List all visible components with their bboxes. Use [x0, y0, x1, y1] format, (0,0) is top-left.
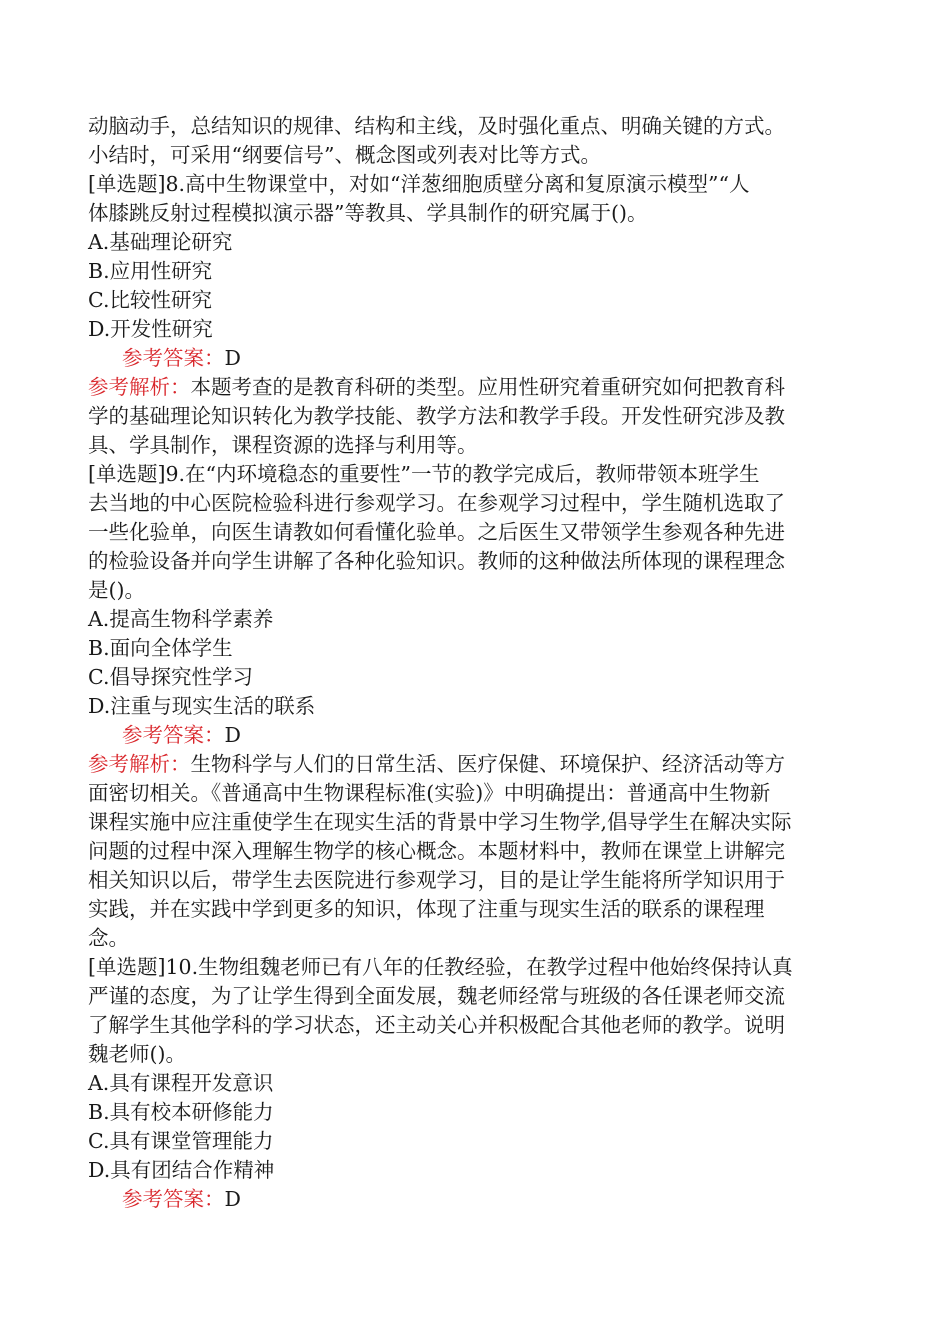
answer-label: 参考答案：: [122, 346, 225, 370]
question-stem-line: [单选题]8.高中生物课堂中，对如“洋葱细胞质壁分离和复原演示模型”“人: [88, 172, 750, 196]
analysis-line: 实践，并在实践中学到更多的知识，体现了注重与现实生活的联系的课程理: [88, 897, 765, 921]
intro-paragraph: [88, 112, 863, 170]
answer-value: D: [224, 723, 241, 747]
question-stem-line: [单选题]10.生物组魏老师已有八年的任教经验，在教学过程中他始终保持认真: [88, 955, 793, 979]
answer-label: 参考答案：: [122, 723, 225, 747]
intro-line: 动脑动手，总结知识的规律、结构和主线，及时强化重点、明确关键的方式。: [88, 114, 785, 138]
analysis-line: 面密切相关。《普通高中生物课程标准(实验)》中明确提出：普通高中生物新: [88, 781, 771, 805]
analysis-line: [88, 373, 863, 402]
answer-row: [88, 1185, 863, 1214]
answer-row: [88, 344, 863, 373]
question-stem-line: 一些化验单，向医生请教如何看懂化验单。之后医生又带领学生参观各种先进: [88, 520, 785, 544]
option-d: D.具有团结合作精神: [88, 1158, 275, 1182]
analysis-line: 念。: [88, 926, 129, 950]
question-10: [88, 953, 863, 1214]
analysis-line: 相关知识以后，带学生去医院进行参观学习，目的是让学生能将所学知识用于: [88, 868, 785, 892]
document-page: [88, 112, 863, 1214]
analysis-label: 参考解析：: [88, 375, 191, 399]
question-stem-line: 是()。: [88, 578, 145, 602]
analysis-line: 学的基础理论知识转化为教学技能、教学方法和教学手段。开发性研究涉及教: [88, 404, 785, 428]
option-b: B.面向全体学生: [88, 636, 233, 660]
intro-line: 小结时，可采用“纲要信号”、概念图或列表对比等方式。: [88, 143, 601, 167]
analysis-line: [88, 750, 863, 779]
question-stem-line: 魏老师()。: [88, 1042, 186, 1066]
answer-value: D: [224, 346, 241, 370]
option-b: B.应用性研究: [88, 259, 213, 283]
analysis-line: 具、学具制作，课程资源的选择与利用等。: [88, 433, 478, 457]
analysis-text: 本题考查的是教育科研的类型。应用性研究着重研究如何把教育科: [190, 375, 785, 399]
analysis-text: 生物科学与人们的日常生活、医疗保健、环境保护、经济活动等方: [190, 752, 785, 776]
question-stem-line: 了解学生其他学科的学习状态，还主动关心并积极配合其他老师的教学。说明: [88, 1013, 785, 1037]
option-c: C.比较性研究: [88, 288, 212, 312]
question-8: [88, 170, 863, 460]
analysis-line: 问题的过程中深入理解生物学的核心概念。本题材料中，教师在课堂上讲解完: [88, 839, 785, 863]
answer-label: 参考答案：: [122, 1187, 225, 1211]
option-b: B.具有校本研修能力: [88, 1100, 274, 1124]
analysis-label: 参考解析：: [88, 752, 191, 776]
question-stem-line: 去当地的中心医院检验科进行参观学习。在参观学习过程中，学生随机选取了: [88, 491, 785, 515]
option-d: D.开发性研究: [88, 317, 213, 341]
answer-row: [88, 721, 863, 750]
option-a: A.具有课程开发意识: [88, 1071, 274, 1095]
question-stem-line: 体膝跳反射过程模拟演示器”等教具、学具制作的研究属于()。: [88, 201, 648, 225]
option-a: A.基础理论研究: [88, 230, 233, 254]
question-stem-line: [单选题]9.在“内环境稳态的重要性”一节的教学完成后，教师带领本班学生: [88, 462, 760, 486]
option-d: D.注重与现实生活的联系: [88, 694, 316, 718]
option-a: A.提高生物科学素养: [88, 607, 274, 631]
question-9: [88, 460, 863, 953]
question-stem-line: 的检验设备并向学生讲解了各种化验知识。教师的这种做法所体现的课程理念: [88, 549, 785, 573]
option-c: C.倡导探究性学习: [88, 665, 253, 689]
analysis-line: 课程实施中应注重使学生在现实生活的背景中学习生物学,倡导学生在解决实际: [88, 810, 792, 834]
option-c: C.具有课堂管理能力: [88, 1129, 274, 1153]
answer-value: D: [224, 1187, 241, 1211]
question-stem-line: 严谨的态度，为了让学生得到全面发展，魏老师经常与班级的各任课老师交流: [88, 984, 785, 1008]
